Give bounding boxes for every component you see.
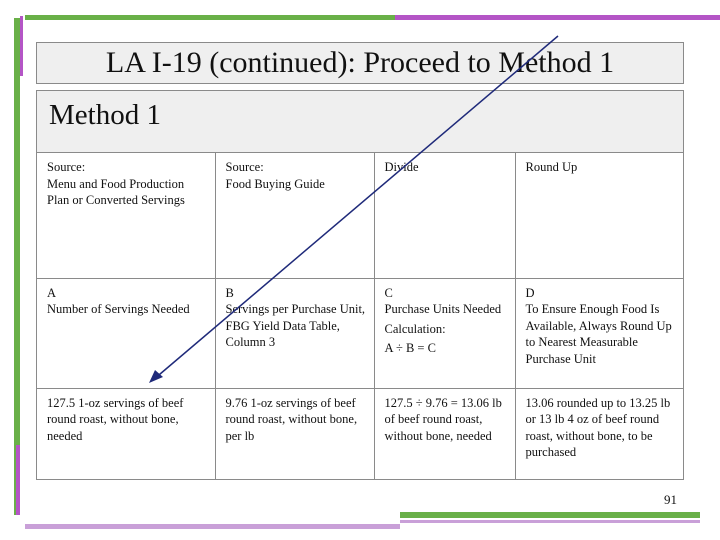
cell-label: Divide xyxy=(384,160,419,174)
cell-text: Food Buying Guide xyxy=(225,176,325,191)
calculation-label: Calculation: xyxy=(384,321,446,336)
arrow-head-icon xyxy=(149,370,163,383)
cell-label: Source: xyxy=(225,160,264,174)
cell-text: 127.5 1-oz servings of beef round roast, without bone, needed xyxy=(47,395,184,443)
cell-text: Number of Servings Needed xyxy=(47,302,190,316)
cell-text: 13.06 rounded up to 13.25 lb or 13 lb 4 oz of beef round roast, without bone, to be purchased xyxy=(525,395,671,459)
column-letter: D xyxy=(525,285,535,300)
cell-text: Servings per Purchase Unit, FBG Yield Data Table, Column 3 xyxy=(225,302,366,349)
calculation-formula: A ÷ B = C xyxy=(384,341,436,355)
arrow-line xyxy=(153,36,558,380)
cell-text: 127.5 ÷ 9.76 = 13.06 lb of beef round roast, without bone, needed xyxy=(384,395,502,443)
cell-text: To Ensure Enough Food Is Available, Always Round Up to Nearest Measurable Purchase Unit xyxy=(525,302,672,366)
cell-text: 9.76 1-oz servings of beef round roast, without bone, per lb xyxy=(225,395,358,443)
column-letter: B xyxy=(225,285,234,300)
section-heading: Method 1 xyxy=(37,91,683,153)
slide-title: LA I-19 (continued): Proceed to Method 1 xyxy=(36,42,684,84)
column-letter: A xyxy=(47,285,57,300)
cell-text: Purchase Units Needed xyxy=(384,302,502,316)
cell-label: Round Up xyxy=(525,160,578,174)
page-number: 91 xyxy=(664,492,677,507)
column-letter: C xyxy=(384,285,393,300)
cell-text: Menu and Food Production Plan or Converted Servings xyxy=(47,176,185,207)
cell-label: Source: xyxy=(47,160,86,174)
